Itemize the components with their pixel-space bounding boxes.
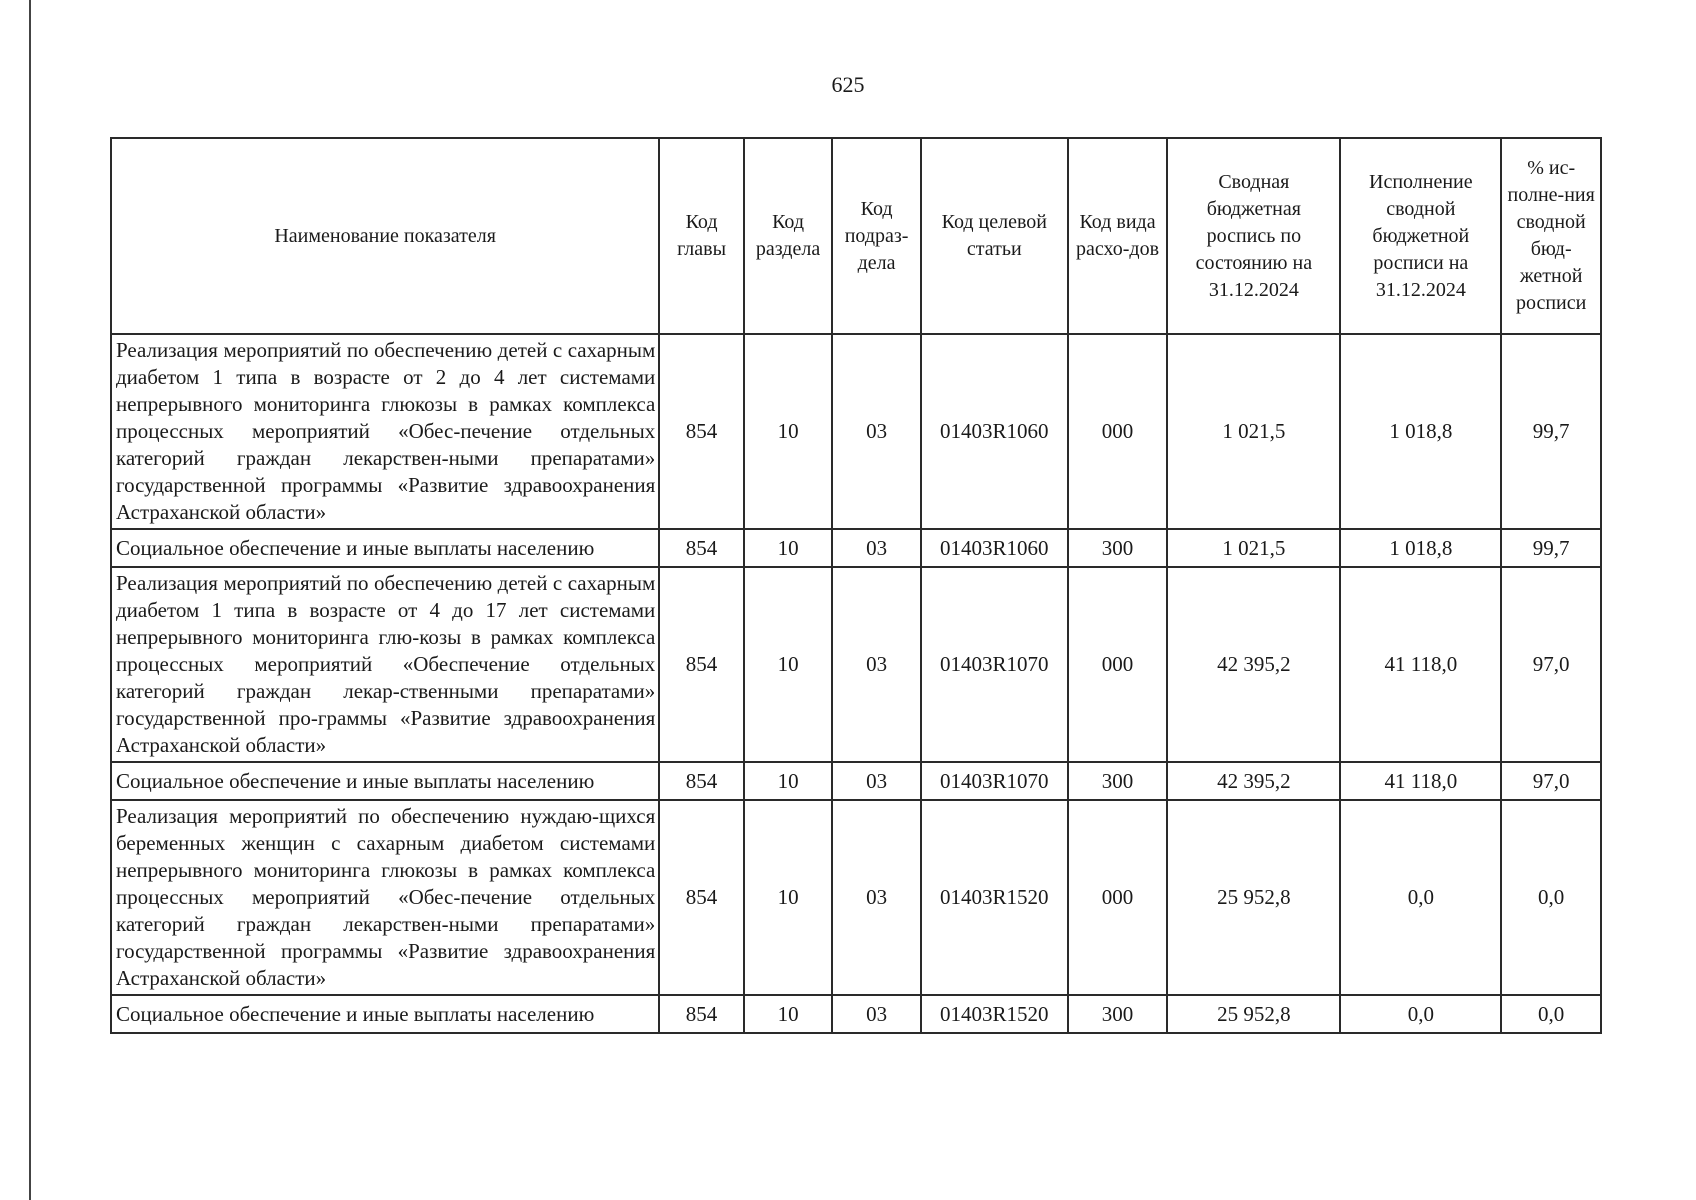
row-chapter-code: 854 <box>659 995 744 1033</box>
header-execution-percent: % ис-полне-ния сводной бюд-жетной росписи <box>1501 138 1601 334</box>
row-subsection-code: 03 <box>832 334 921 529</box>
row-target-code: 01403R1070 <box>921 762 1068 800</box>
row-expense-type-code: 000 <box>1068 800 1168 995</box>
row-subsection-code: 03 <box>832 529 921 567</box>
row-name: Реализация мероприятий по обеспечению детей с сахарным диабетом 1 типа в возрасте от 2 до 4 лет системами непрерывного мониторинга глюкозы в рамках комплекса процессных мероприятий «Обес-печение отдельных категорий граждан лекарствен-ными препаратами» государственной программы «Развитие здравоохранения Астраханской области» <box>111 334 659 529</box>
row-execution-percent: 99,7 <box>1501 529 1601 567</box>
table-row <box>111 762 1601 800</box>
row-subsection-code: 03 <box>832 995 921 1033</box>
row-execution-percent: 0,0 <box>1501 800 1601 995</box>
row-chapter-code: 854 <box>659 567 744 762</box>
row-name: Социальное обеспечение и иные выплаты населению <box>111 529 659 567</box>
row-section-code: 10 <box>744 334 833 529</box>
budget-table <box>110 137 1602 1034</box>
table-row <box>111 567 1601 762</box>
row-execution-percent: 0,0 <box>1501 995 1601 1033</box>
row-section-code: 10 <box>744 800 833 995</box>
header-target-code: Код целевой статьи <box>921 138 1068 334</box>
row-budget-plan: 1 021,5 <box>1167 529 1340 567</box>
row-chapter-code: 854 <box>659 762 744 800</box>
row-section-code: 10 <box>744 567 833 762</box>
row-chapter-code: 854 <box>659 529 744 567</box>
row-target-code: 01403R1060 <box>921 334 1068 529</box>
row-expense-type-code: 300 <box>1068 995 1168 1033</box>
row-budget-execution: 0,0 <box>1340 995 1501 1033</box>
row-budget-execution: 0,0 <box>1340 800 1501 995</box>
header-section-code: Код раздела <box>744 138 833 334</box>
row-target-code: 01403R1060 <box>921 529 1068 567</box>
row-execution-percent: 99,7 <box>1501 334 1601 529</box>
table-row <box>111 800 1601 995</box>
row-name: Реализация мероприятий по обеспечению нуждаю-щихся беременных женщин с сахарным диабетом системами непрерывного мониторинга глюкозы в рамках комплекса процессных мероприятий «Обес-печение отдельных категорий граждан лекарствен-ными препаратами» государственной программы «Развитие здравоохранения Астраханской области» <box>111 800 659 995</box>
header-subsection-code: Код подраз-дела <box>832 138 921 334</box>
row-section-code: 10 <box>744 529 833 567</box>
row-target-code: 01403R1520 <box>921 800 1068 995</box>
row-section-code: 10 <box>744 995 833 1033</box>
row-target-code: 01403R1520 <box>921 995 1068 1033</box>
row-subsection-code: 03 <box>832 762 921 800</box>
row-target-code: 01403R1070 <box>921 567 1068 762</box>
margin-line <box>29 0 31 1200</box>
row-budget-plan: 25 952,8 <box>1167 995 1340 1033</box>
header-budget-plan: Сводная бюджетная роспись по состоянию на 31.12.2024 <box>1167 138 1340 334</box>
row-budget-plan: 42 395,2 <box>1167 567 1340 762</box>
row-expense-type-code: 300 <box>1068 529 1168 567</box>
header-chapter-code: Код главы <box>659 138 744 334</box>
row-name: Социальное обеспечение и иные выплаты населению <box>111 995 659 1033</box>
row-subsection-code: 03 <box>832 800 921 995</box>
header-budget-execution: Исполнение сводной бюджетной росписи на 31.12.2024 <box>1340 138 1501 334</box>
row-budget-plan: 42 395,2 <box>1167 762 1340 800</box>
row-budget-execution: 41 118,0 <box>1340 567 1501 762</box>
row-budget-plan: 25 952,8 <box>1167 800 1340 995</box>
row-expense-type-code: 000 <box>1068 334 1168 529</box>
page-number: 625 <box>831 72 865 97</box>
row-name: Реализация мероприятий по обеспечению детей с сахарным диабетом 1 типа в возрасте от 4 до 17 лет системами непрерывного мониторинга глю-козы в рамках комплекса процессных мероприятий «Обеспечение отдельных категорий граждан лекар-ственными препаратами» государственной про-граммы «Развитие здравоохранения Астраханской области» <box>111 567 659 762</box>
header-name: Наименование показателя <box>111 138 659 334</box>
row-budget-execution: 1 018,8 <box>1340 334 1501 529</box>
table-row <box>111 529 1601 567</box>
row-chapter-code: 854 <box>659 800 744 995</box>
header-expense-type-code: Код вида расхо-дов <box>1068 138 1168 334</box>
row-budget-execution: 1 018,8 <box>1340 529 1501 567</box>
row-execution-percent: 97,0 <box>1501 762 1601 800</box>
row-expense-type-code: 000 <box>1068 567 1168 762</box>
row-execution-percent: 97,0 <box>1501 567 1601 762</box>
row-section-code: 10 <box>744 762 833 800</box>
row-budget-plan: 1 021,5 <box>1167 334 1340 529</box>
row-expense-type-code: 300 <box>1068 762 1168 800</box>
table-header-row <box>111 138 1601 334</box>
row-name: Социальное обеспечение и иные выплаты населению <box>111 762 659 800</box>
table-row <box>111 334 1601 529</box>
row-budget-execution: 41 118,0 <box>1340 762 1501 800</box>
table-row <box>111 995 1601 1033</box>
row-chapter-code: 854 <box>659 334 744 529</box>
row-subsection-code: 03 <box>832 567 921 762</box>
